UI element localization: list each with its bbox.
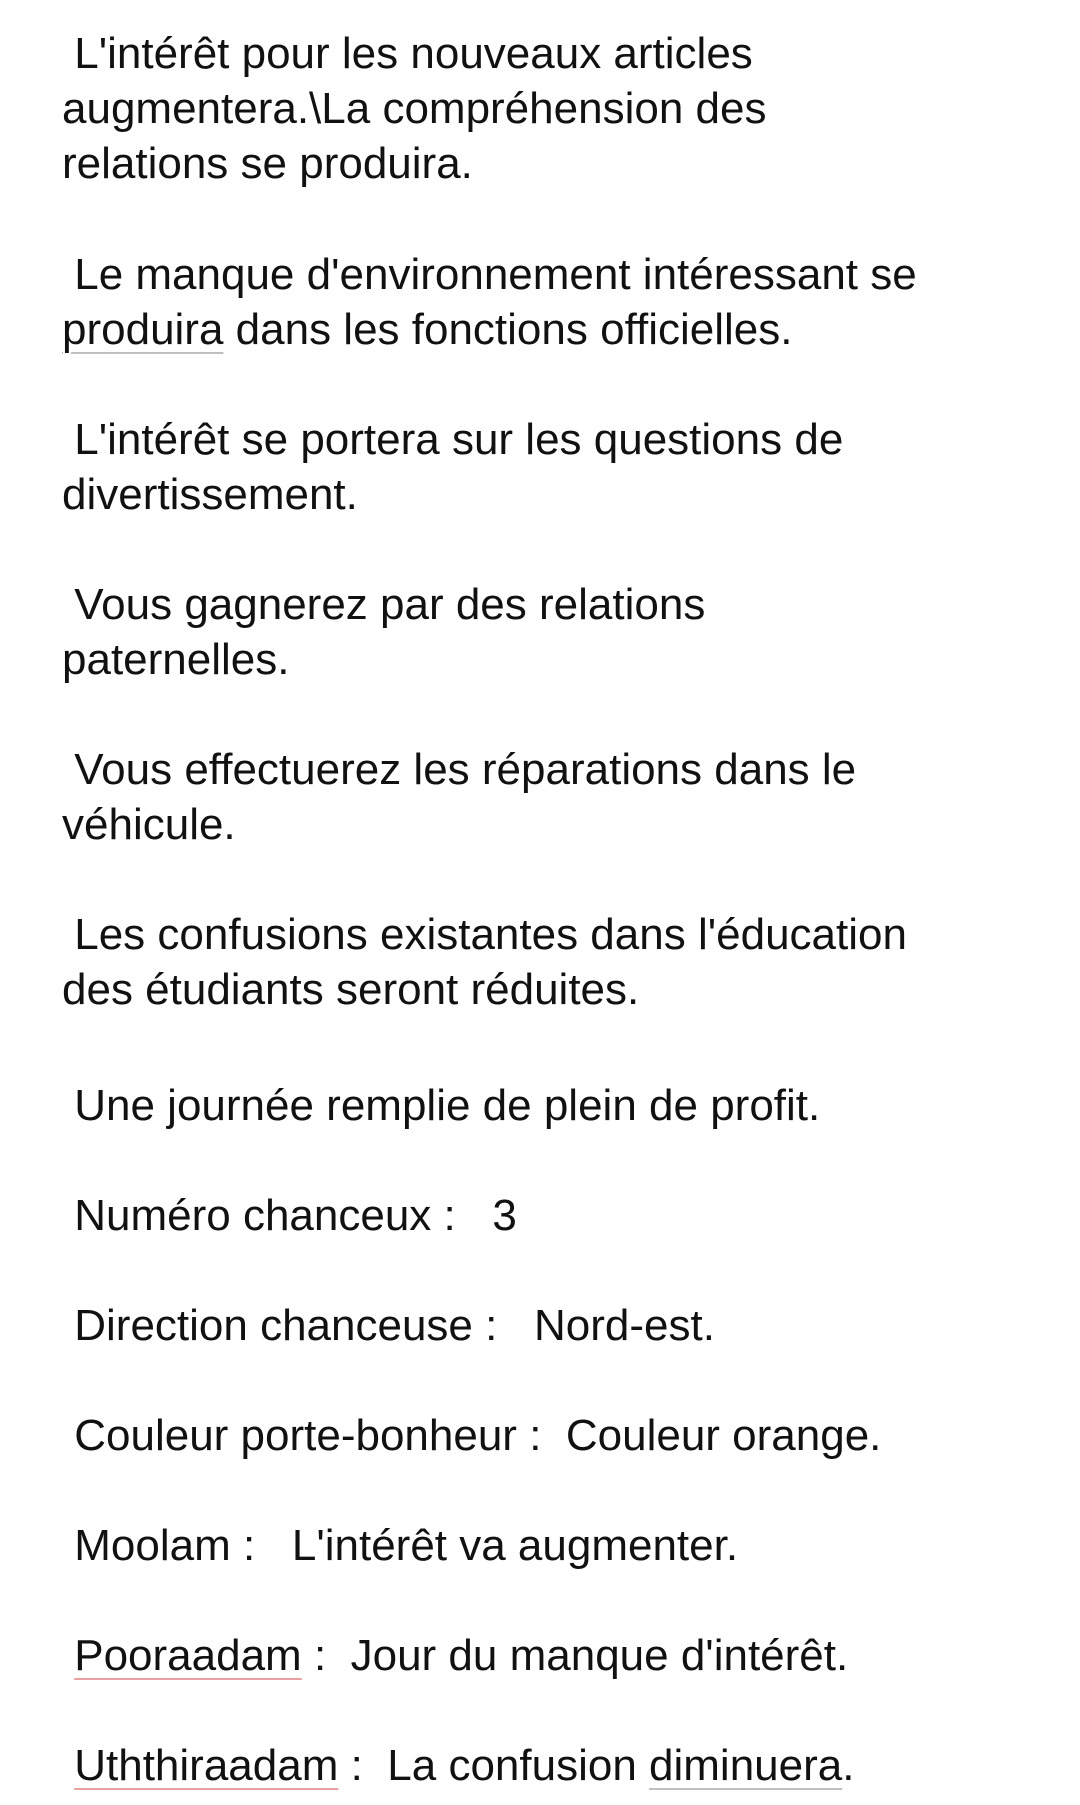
spellcheck-word[interactable]: Pooraadam	[74, 1631, 302, 1680]
moolam-line: Moolam : L'intérêt va augmenter.	[62, 1521, 739, 1570]
paragraph-student-education: Les confusions existantes dans l'éducation des étudiants seront réduites.	[62, 910, 907, 1014]
paragraph-new-articles: L'intérêt pour les nouveaux articles augmentera.\La compréhension des relations se produira.	[62, 29, 767, 188]
paragraph-text: .	[842, 1741, 855, 1790]
spellcheck-word[interactable]: produira	[62, 305, 224, 354]
paragraph-text: Le manque d'environnement intéressant se	[74, 250, 917, 299]
lucky-direction: Direction chanceuse : Nord-est.	[62, 1301, 715, 1350]
paragraph-official-functions	[62, 247, 917, 357]
paragraph-vehicle-repairs: Vous effectuerez les réparations dans le véhicule.	[62, 745, 857, 849]
paragraph-text: : La confusion	[338, 1741, 650, 1790]
paragraph-text: : Jour du manque d'intérêt.	[301, 1631, 849, 1680]
lucky-color: Couleur porte-bonheur : Couleur orange.	[62, 1411, 882, 1460]
paragraph-text	[62, 1741, 74, 1790]
paragraph-paternal-relations: Vous gagnerez par des relations paternelles.	[62, 580, 706, 684]
paragraph-text	[62, 1631, 74, 1680]
spellcheck-word[interactable]: Uththiraadam	[74, 1741, 339, 1790]
paragraph-text: dans les fonctions officielles.	[223, 305, 793, 354]
lucky-number: Numéro chanceux : 3	[62, 1191, 517, 1240]
paragraph-entertainment: L'intérêt se portera sur les questions de divertissement.	[62, 415, 844, 519]
paragraph-profit-day: Une journée remplie de plein de profit.	[62, 1081, 821, 1130]
spellcheck-word[interactable]: diminuera	[649, 1741, 843, 1790]
uththiraadam-line	[62, 1738, 854, 1793]
pooraadam-line	[62, 1628, 848, 1683]
